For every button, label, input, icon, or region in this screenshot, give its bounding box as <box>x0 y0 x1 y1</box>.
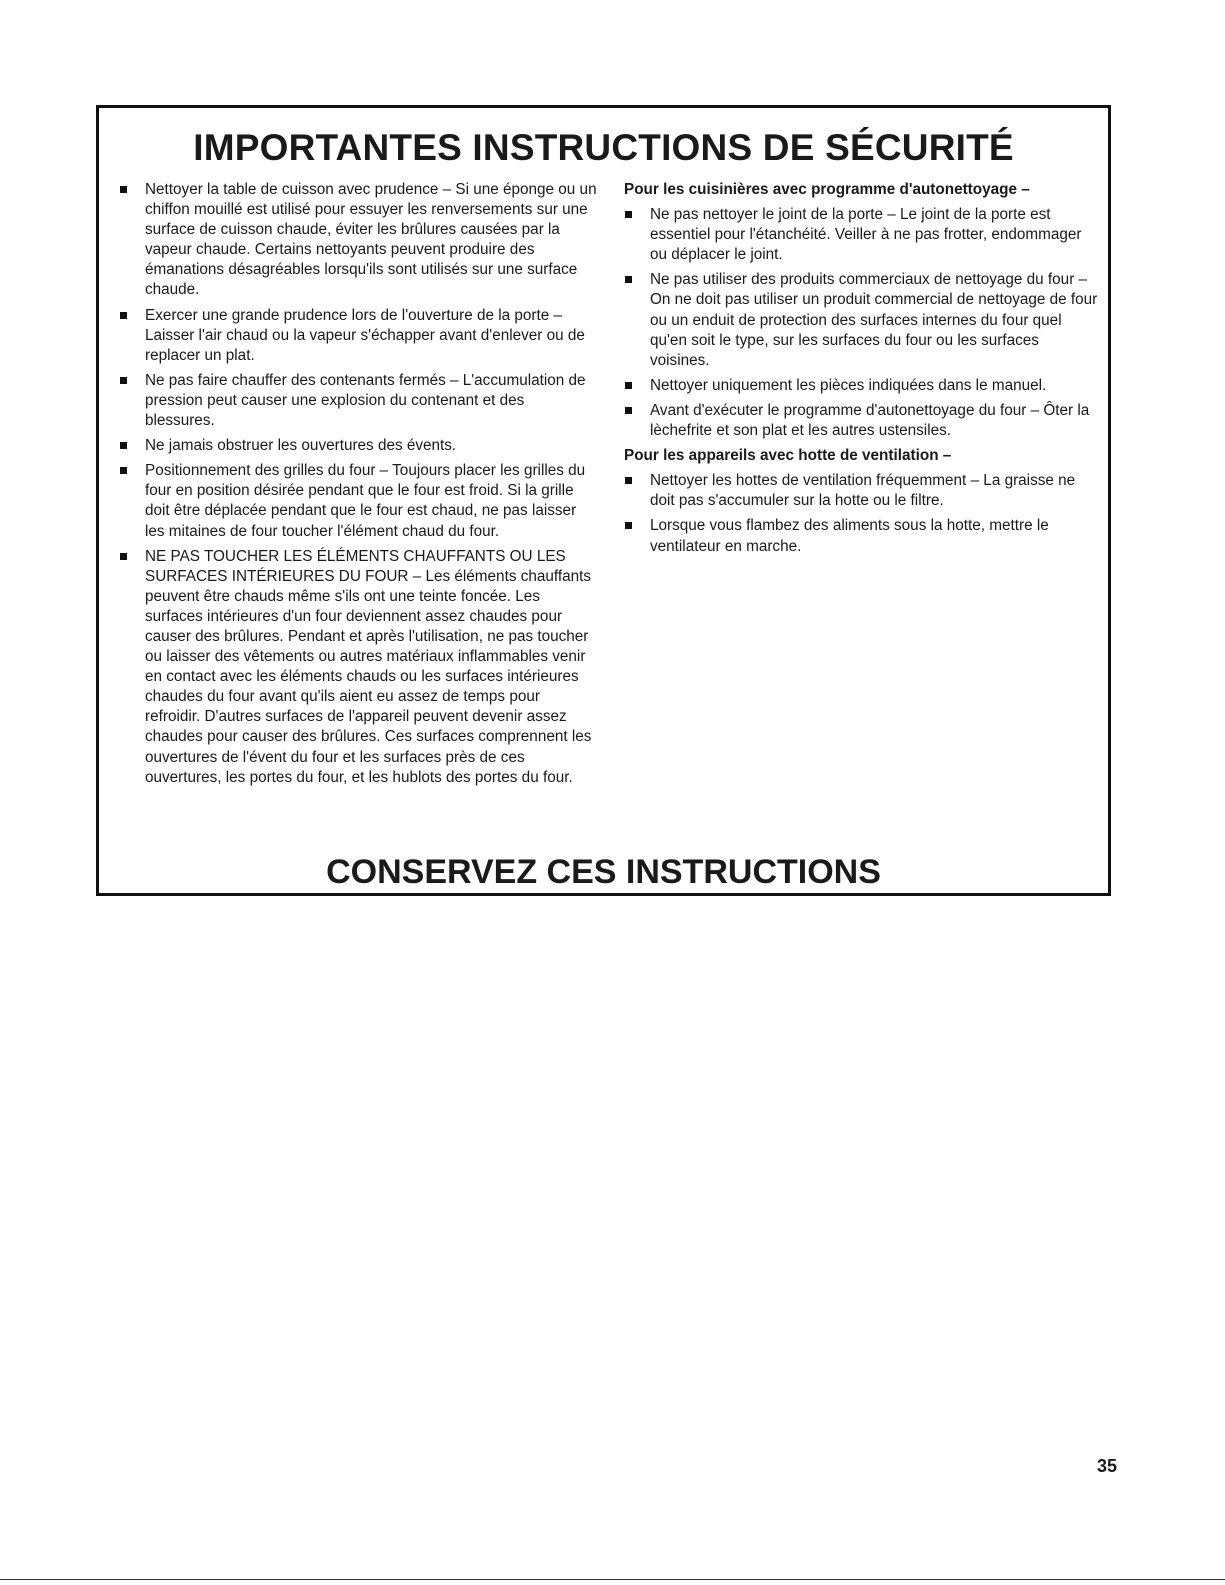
list-item <box>119 461 597 541</box>
square-bullet-icon <box>120 377 127 384</box>
square-bullet-icon <box>120 312 127 319</box>
page-number: 35 <box>1096 1456 1117 1476</box>
left-bullet-list <box>119 180 597 788</box>
list-item <box>119 547 597 788</box>
list-item-text: NE PAS TOUCHER LES ÉLÉMENTS CHAUFFANTS OU LES SURFACES INTÉRIEURES DU FOUR – Les éléments chauffants peuvent être chauds même s'ils ont une teinte foncée. Les surfaces intérieures d'un four deviennent assez chaudes pour causer des brûlures. Pendant et après l'utilisation, ne pas toucher ou laisser des vêtements ou autres matériaux inflammables venir en contact avec les éléments chauds ou les surfaces intérieures chaudes du four avant qu'ils aient eu assez de temps pour refroidir. D'autres surfaces de l'appareil peuvent devenir assez chaudes pour causer des brûlures. Ces surfaces comprennent les ouvertures de l'évent du four et les surfaces près de ces ouvertures, les portes du four, et les hublots des portes du four. <box>145 547 592 786</box>
list-item-text: Nettoyer uniquement les pièces indiquées dans le manuel. <box>650 376 1047 394</box>
ventilation-hood-bullet-list <box>624 471 1102 556</box>
list-item-text: Positionnement des grilles du four – Toujours placer les grilles du four en position désirée pendant que le four est froid. Si la grille doit être déplacée pendant que le four est chaud, ne pas laisser les mitaines de four toucher l'élément chaud du four. <box>145 462 586 540</box>
list-item-text: Ne pas nettoyer le joint de la porte – Le joint de la porte est essentiel pour l'étanchéité. Veiller à ne pas frotter, endommager ou déplacer le joint. <box>650 206 1082 264</box>
list-item <box>624 270 1102 370</box>
square-bullet-icon <box>625 477 632 484</box>
list-item <box>624 205 1102 265</box>
list-item <box>119 371 597 431</box>
list-item <box>624 471 1102 511</box>
list-item-text: Avant d'exécuter le programme d'autonettoyage du four – Ôter la lèchefrite et son plat et les autres ustensiles. <box>650 401 1090 440</box>
page-bottom-divider <box>0 1579 1225 1580</box>
list-item-text: Nettoyer les hottes de ventilation fréquemment – La graisse ne doit pas s'accumuler sur la hotte ou le filtre. <box>650 472 1076 510</box>
self-clean-heading: Pour les cuisinières avec programme d'autonettoyage – <box>624 181 1030 198</box>
save-instructions-title: CONSERVEZ CES INSTRUCTIONS <box>326 853 881 891</box>
right-column <box>624 180 1102 562</box>
square-bullet-icon <box>625 276 632 283</box>
list-item <box>119 436 597 456</box>
square-bullet-icon <box>120 186 127 193</box>
list-item <box>624 376 1102 396</box>
square-bullet-icon <box>625 382 632 389</box>
list-item-text: Nettoyer la table de cuisson avec prudence – Si une éponge ou un chiffon mouillé est utilisé pour essuyer les renversements sur une surface de cuisson chaude, éviter les brûlures causées par la vapeur chaude. Certains nettoyants peuvent produire des émanations désagréables lorsqu'ils sont utilisés sur une surface chaude. <box>145 181 597 299</box>
list-item-text: Ne pas faire chauffer des contenants fermés – L'accumulation de pression peut causer une explosion du contenant et des blessures. <box>145 371 586 430</box>
safety-instructions-box <box>96 105 1111 896</box>
list-item-text: Lorsque vous flambez des aliments sous la hotte, mettre le ventilateur en marche. <box>650 517 1049 555</box>
square-bullet-icon <box>625 407 632 414</box>
list-item <box>624 516 1102 556</box>
self-clean-bullet-list <box>624 205 1102 441</box>
list-item <box>624 401 1102 441</box>
square-bullet-icon <box>625 211 632 218</box>
square-bullet-icon <box>120 553 127 560</box>
page-title: IMPORTANTES INSTRUCTIONS DE SÉCURITÉ <box>193 127 1014 168</box>
square-bullet-icon <box>120 467 127 474</box>
list-item-text: Ne pas utiliser des produits commerciaux de nettoyage du four – On ne doit pas utiliser un produit commercial de nettoyage de four ou un enduit de protection des surfaces internes du four quel qu'en soit le type, sur les surfaces du four ou les surfaces voisines. <box>650 271 1098 369</box>
square-bullet-icon <box>120 442 127 449</box>
list-item <box>119 306 597 366</box>
list-item-text: Ne jamais obstruer les ouvertures des évents. <box>145 437 457 455</box>
square-bullet-icon <box>625 522 632 529</box>
left-column <box>119 180 597 793</box>
list-item-text: Exercer une grande prudence lors de l'ouverture de la porte – Laisser l'air chaud ou la vapeur s'échapper avant d'enlever ou de replacer un plat. <box>145 306 585 364</box>
list-item <box>119 180 597 301</box>
ventilation-hood-heading: Pour les appareils avec hotte de ventilation – <box>624 447 952 465</box>
